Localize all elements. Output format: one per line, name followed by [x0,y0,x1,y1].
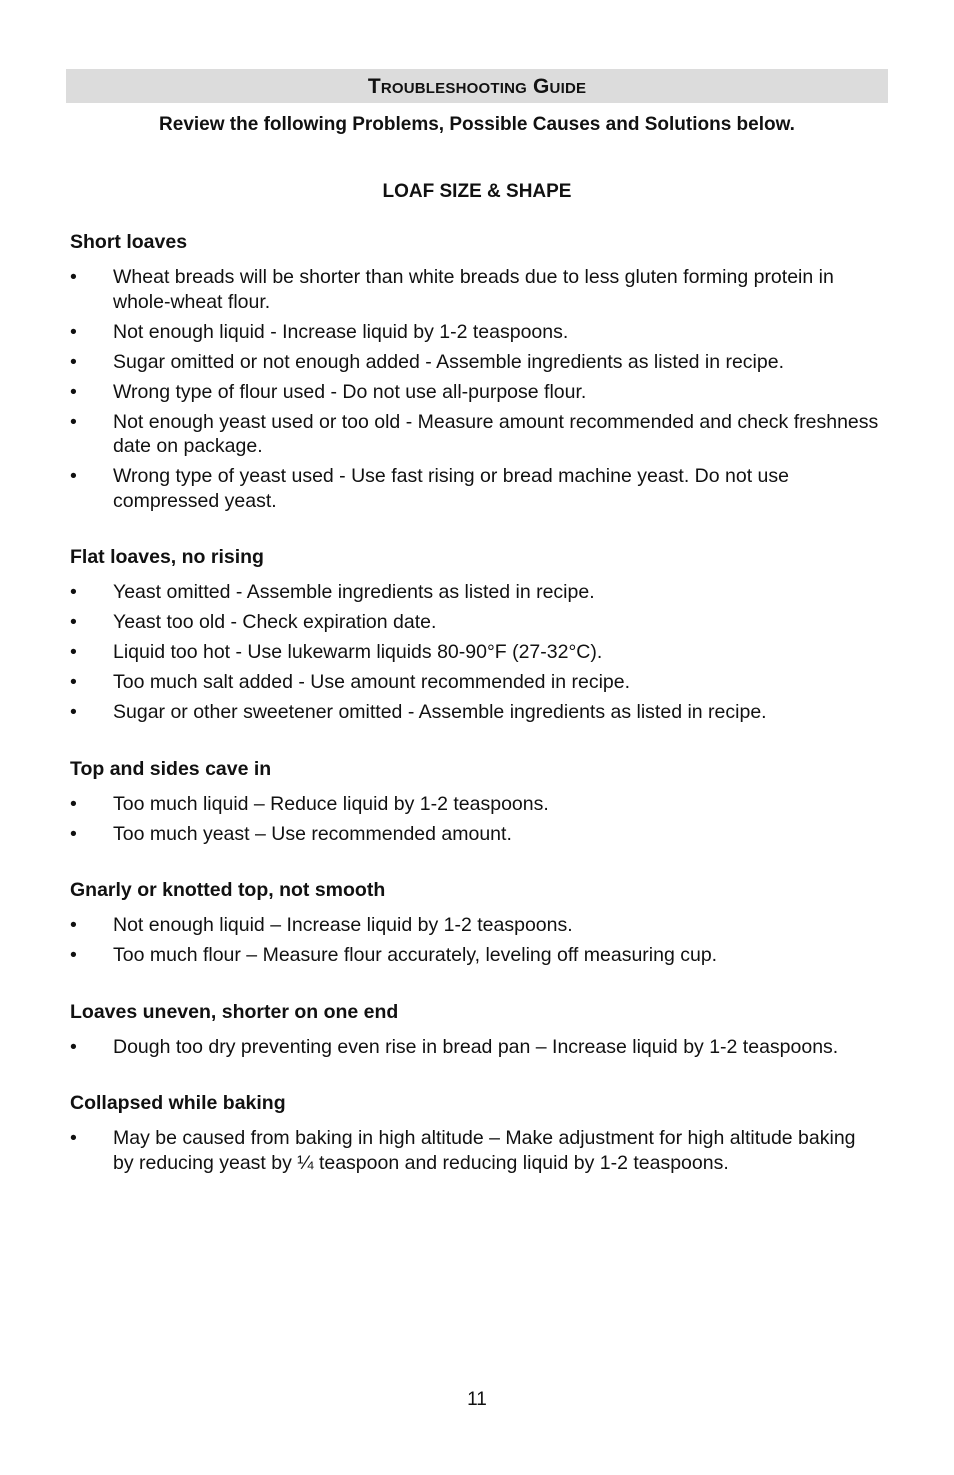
bullet-icon: • [70,581,77,603]
bullet-icon: • [70,914,77,936]
page-title: Troubleshooting Guide [367,75,587,98]
list-item-text: Yeast omitted - Assemble ingredients as listed in recipe. [113,581,595,603]
subtitle: Review the following Problems, Possible Causes and Solutions below. [159,114,795,135]
problem-group [70,1001,880,1060]
list-item-text: Too much liquid – Reduce liquid by 1-2 teaspoons. [113,792,549,815]
bullet-icon: • [70,266,77,288]
problem-heading: Collapsed while baking [70,1092,286,1114]
list-item-text: Liquid too hot - Use lukewarm liquids 80-90°F (27-32°C). [113,641,603,663]
list-item-text: Wrong type of flour used - Do not use all-purpose flour. [113,380,587,403]
list-item-text: Sugar omitted or not enough added - Assemble ingredients as listed in recipe. [113,350,784,373]
list-item [70,822,880,847]
list-item [70,410,880,459]
list-item [70,1035,880,1060]
problem-heading: Top and sides cave in [70,757,272,780]
problem-group [70,231,880,513]
problem-group [70,1092,880,1175]
list-item [70,700,880,725]
list-item [70,350,880,375]
bullet-icon: • [70,320,77,343]
bullet-icon: • [70,671,77,693]
problem-heading: Loaves uneven, shorter on one end [70,1000,399,1023]
list-item-text: Sugar or other sweetener omitted - Assemble ingredients as listed in recipe. [113,701,767,723]
troubleshooting-content [70,231,880,1208]
list-item [70,265,880,314]
list-item-text: May be caused from baking in high altitude – Make adjustment for high altitude baking by reducing yeast by ¼ teaspoon and reducing liquid by 1-2 teaspoons. [113,1127,856,1174]
list-item [70,792,880,817]
bullet-icon: • [70,380,77,403]
problem-heading: Gnarly or knotted top, not smooth [70,879,386,901]
bullet-icon: • [70,410,77,433]
list-item-text: Not enough liquid - Increase liquid by 1-2 teaspoons. [113,320,569,343]
list-item-text: Too much salt added - Use amount recommended in recipe. [113,671,631,693]
bullet-icon: • [70,465,77,487]
list-item-text: Wheat breads will be shorter than white breads due to less gluten forming protein in whole-wheat flour. [113,266,834,313]
list-item [70,1126,880,1175]
bullet-icon: • [70,944,77,966]
title-bar [66,69,888,103]
list-item-text: Yeast too old - Check expiration date. [113,611,437,633]
problem-group [70,546,880,725]
list-item [70,640,880,665]
bullet-icon: • [70,792,77,815]
list-item-text: Too much flour – Measure flour accurately, leveling off measuring cup. [113,944,718,966]
list-item [70,913,880,938]
list-item [70,320,880,345]
list-item [70,610,880,635]
list-item [70,580,880,605]
list-item-text: Wrong type of yeast used - Use fast rising or bread machine yeast. Do not use compressed yeast. [113,465,789,512]
problem-heading: Flat loaves, no rising [70,546,264,568]
bullet-icon: • [70,611,77,633]
bullet-icon: • [70,1035,77,1058]
list-item-text: Dough too dry preventing even rise in bread pan – Increase liquid by 1-2 teaspoons. [113,1035,839,1058]
section-heading: LOAF SIZE & SHAPE [382,181,572,202]
problem-group [70,879,880,968]
list-item-text: Not enough liquid – Increase liquid by 1-2 teaspoons. [113,914,573,936]
page-number: 11 [467,1389,487,1410]
bullet-icon: • [70,701,77,723]
list-item-text: Not enough yeast used or too old - Measure amount recommended and check freshness date on package. [113,410,879,457]
bullet-icon: • [70,641,77,663]
list-item [70,670,880,695]
list-item-text: Too much yeast – Use recommended amount. [113,822,512,845]
problem-heading: Short loaves [70,231,188,253]
bullet-icon: • [70,1127,77,1149]
bullet-icon: • [70,350,77,373]
list-item [70,943,880,968]
bullet-icon: • [70,822,77,845]
problem-group [70,758,880,847]
list-item [70,380,880,405]
list-item [70,464,880,513]
